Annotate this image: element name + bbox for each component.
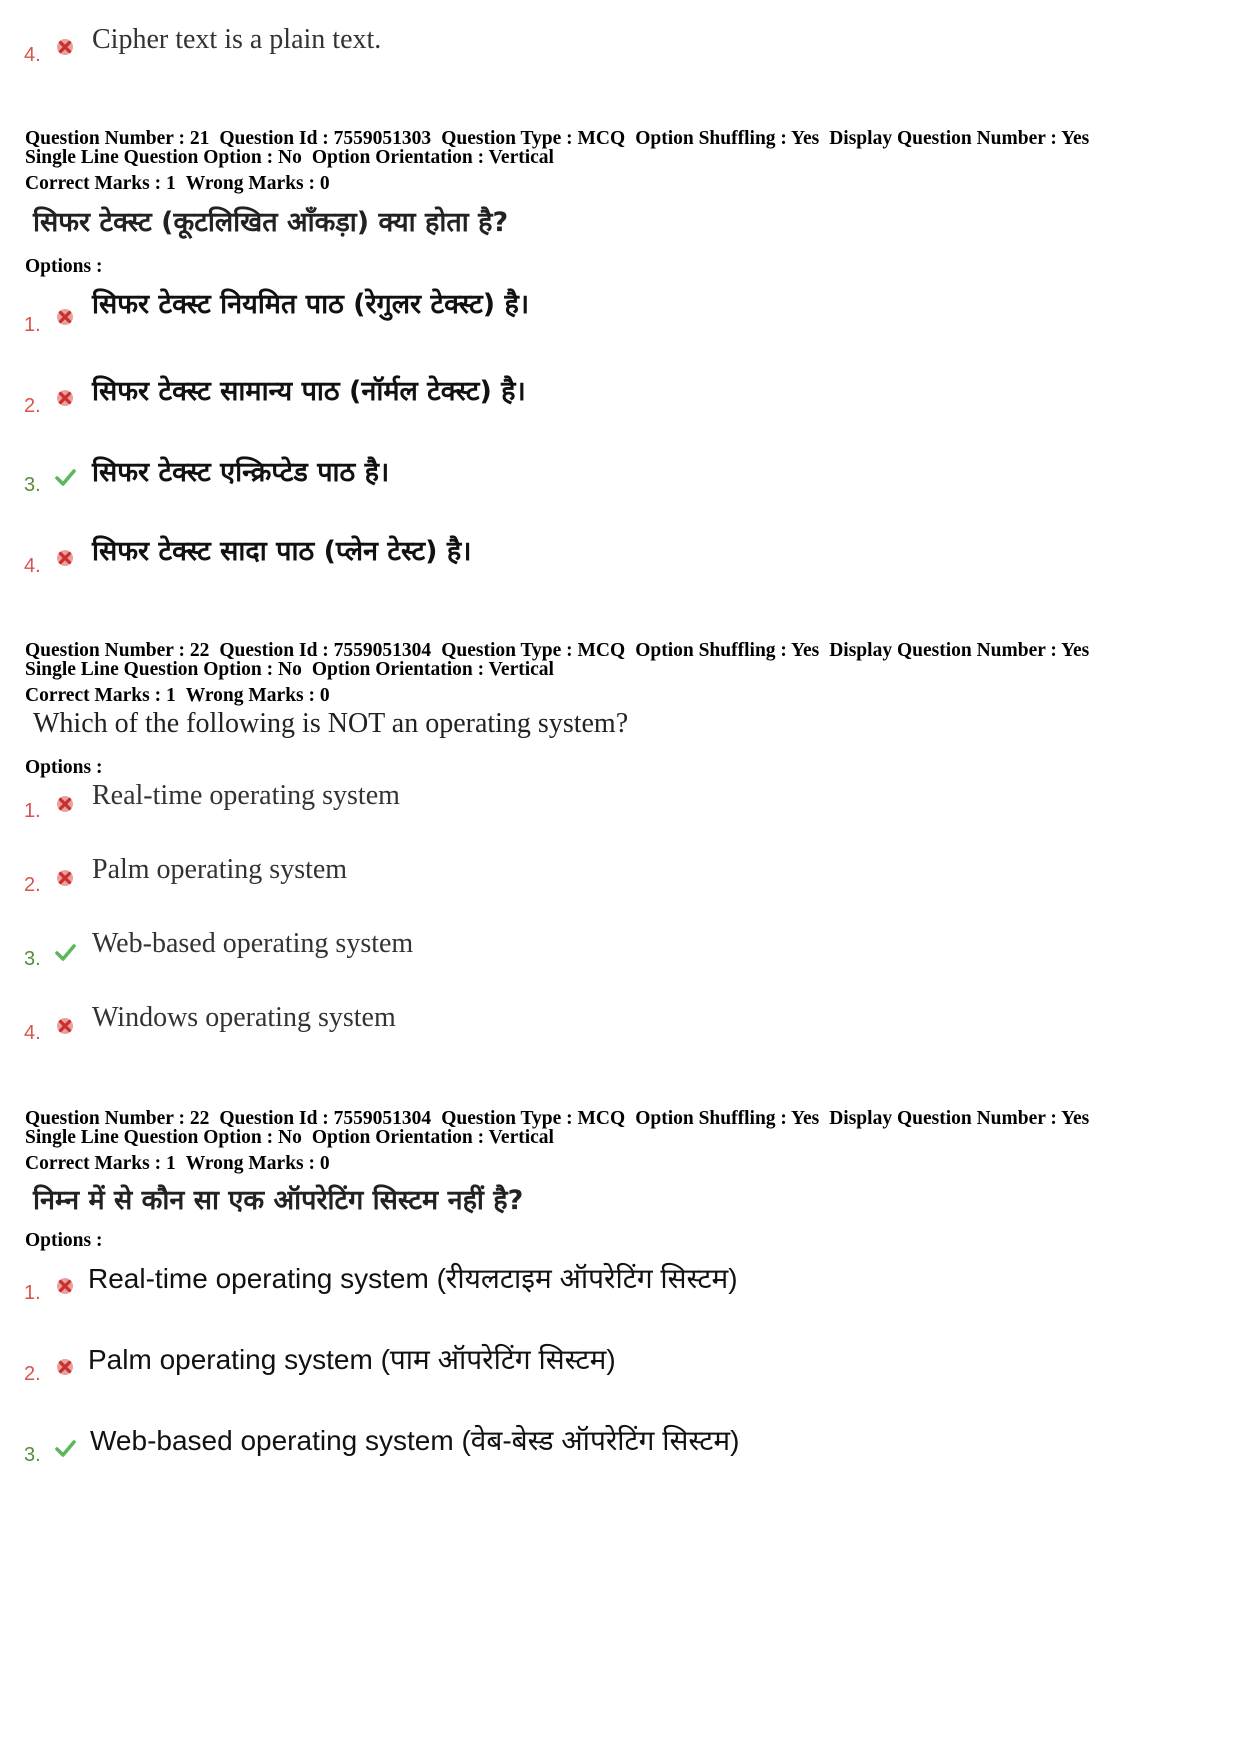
cross-icon [54, 793, 76, 815]
option-text: सिफर टेक्स्ट एन्क्रिप्टेड पाठ है। [92, 457, 390, 488]
question-marks: Correct Marks : 1 Wrong Marks : 0 [25, 685, 330, 706]
option-text: Web-based operating system (वेब-बेस्ड ऑपरेटिंग सिस्टम) [90, 1425, 740, 1456]
option-text: Web-based operating system [92, 928, 414, 959]
option-text: Windows operating system [92, 1002, 396, 1033]
cross-icon [54, 306, 76, 328]
option-text: Cipher text is a plain text. [92, 24, 382, 55]
cross-icon [54, 547, 76, 569]
option-number: 2. [24, 874, 41, 896]
cross-icon [54, 36, 76, 58]
question-meta-line1: Question Number : 22 Question Id : 7559051304 Question Type : MCQ Option Shuffling : Yes Display Question Number : Yes [25, 640, 1090, 661]
cross-icon [54, 1356, 76, 1378]
option-text: Palm operating system [92, 854, 348, 885]
option-number: 4. [24, 555, 41, 577]
question-text: Which of the following is NOT an operating system? [33, 708, 629, 739]
check-icon [54, 466, 76, 488]
option-text: सिफर टेक्स्ट सामान्य पाठ (नॉर्मल टेक्स्ट) है। [92, 376, 526, 407]
option-number: 4. [24, 1022, 41, 1044]
option-text: Real-time operating system (रीयलटाइम ऑपरेटिंग सिस्टम) [88, 1263, 738, 1294]
question-text: सिफर टेक्स्ट (कूटलिखित आँकड़ा) क्या होता है? [33, 207, 509, 238]
cross-icon [54, 867, 76, 889]
question-meta-line2: Single Line Question Option : No Option Orientation : Vertical [25, 147, 554, 168]
question-meta-line2: Single Line Question Option : No Option Orientation : Vertical [25, 1127, 554, 1148]
option-number: 3. [24, 1444, 41, 1466]
options-label: Options : [25, 256, 103, 277]
question-meta-line2: Single Line Question Option : No Option Orientation : Vertical [25, 659, 554, 680]
option-number: 2. [24, 395, 41, 417]
option-number: 2. [24, 1363, 41, 1385]
option-text: सिफर टेक्स्ट नियमित पाठ (रेगुलर टेक्स्ट) है। [92, 289, 530, 320]
options-label: Options : [25, 757, 103, 778]
option-text: Real-time operating system [92, 780, 400, 811]
options-label: Options : [25, 1230, 103, 1251]
cross-icon [54, 1015, 76, 1037]
option-number: 1. [24, 314, 41, 336]
option-number: 4. [24, 44, 41, 66]
option-number: 3. [24, 474, 41, 496]
option-text: सिफर टेक्स्ट सादा पाठ (प्लेन टेस्ट) है। [92, 536, 472, 567]
check-icon [54, 1437, 76, 1459]
option-number: 1. [24, 1282, 41, 1304]
check-icon [54, 941, 76, 963]
question-meta-line1: Question Number : 21 Question Id : 7559051303 Question Type : MCQ Option Shuffling : Yes Display Question Number : Yes [25, 128, 1090, 149]
question-marks: Correct Marks : 1 Wrong Marks : 0 [25, 173, 330, 194]
question-meta-line1: Question Number : 22 Question Id : 7559051304 Question Type : MCQ Option Shuffling : Yes Display Question Number : Yes [25, 1108, 1090, 1129]
option-number: 1. [24, 800, 41, 822]
option-number: 3. [24, 948, 41, 970]
option-text: Palm operating system (पाम ऑपरेटिंग सिस्टम) [88, 1344, 616, 1375]
question-text: निम्न में से कौन सा एक ऑपरेटिंग सिस्टम नहीं है? [33, 1185, 524, 1216]
cross-icon [54, 1275, 76, 1297]
question-marks: Correct Marks : 1 Wrong Marks : 0 [25, 1153, 330, 1174]
cross-icon [54, 387, 76, 409]
